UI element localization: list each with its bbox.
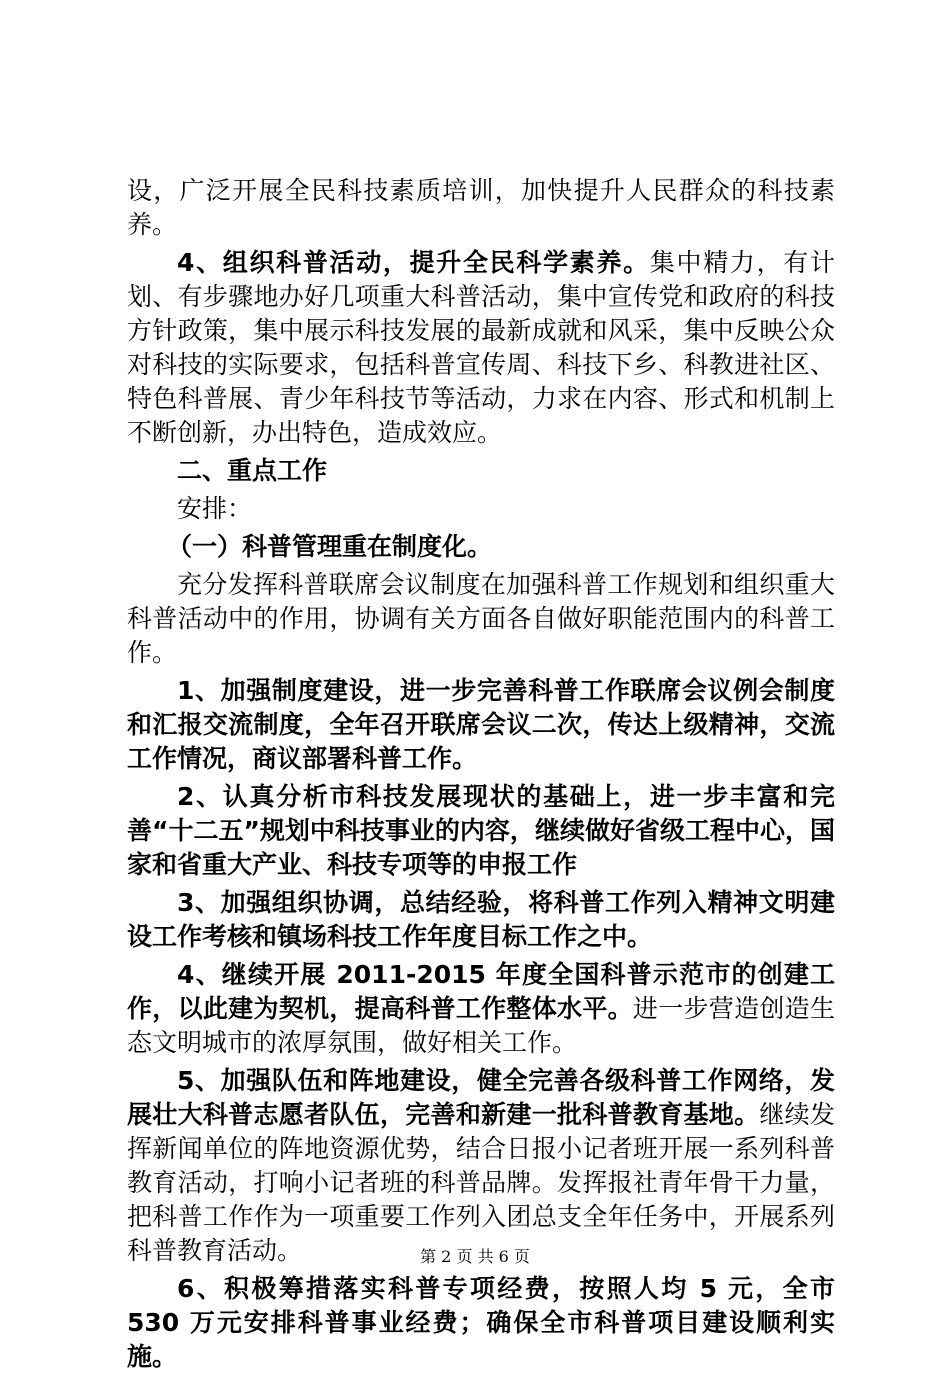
paragraph-item-6: 6、积极筹措落实科普专项经费，按照人均 5 元，全市 530 万元安排科普事业经费；确保全市科普项目建设顺利实施。 (127, 1274, 835, 1371)
paragraph-heading-bold: 4、组织科普活动，提升全民科学素养。 (177, 248, 650, 277)
paragraph-item-5 (127, 1064, 835, 1268)
paragraph-item-2: 2、认真分析市科技发展现状的基础上，进一步丰富和完善“十二五”规划中科技事业的内容，继续做好省级工程中心，国家和省重大产业、科技专项等的申报工作 (127, 782, 835, 879)
page-footer: 第 2 页 共 6 页 (420, 1247, 530, 1266)
paragraph-item-4 (127, 958, 835, 1060)
arrangement-label: 安排： (177, 494, 253, 523)
paragraph-heading-bold: 4、继续开展 2011-2015 年度全国科普示范市的创建工作，以此建为契机，提高科普工作整体水平。 (127, 960, 835, 1023)
paragraph-continuation: 设，广泛开展全民科技素质培训，加快提升人民群众的科技素养。 (127, 176, 835, 239)
paragraph-item-3: 3、加强组织协调，总结经验，将科普工作列入精神文明建设工作考核和镇场科技工作年度目标工作之中。 (127, 888, 835, 951)
paragraph-body: 进一步营造创造生态文明城市的浓厚氛围，做好相关工作。 (127, 994, 835, 1057)
paragraph-joint-meeting: 充分发挥科普联席会议制度在加强科普工作规划和组织重大科普活动中的作用，协调有关方面各自做好职能范围内的科普工作。 (127, 570, 835, 667)
document-body (127, 174, 835, 1374)
paragraph-body: 继续发挥新闻单位的阵地资源优势，结合日报小记者班开展一系列科普教育活动，打响小记者班的科普品牌。发挥报社青年骨干力量，把科普工作作为一项重要工作列入团总支全年任务中，开展系列科普教育活动。 (127, 1100, 835, 1265)
paragraph-item-1: 1、加强制度建设，进一步完善科普工作联席会议例会制度和汇报交流制度，全年召开联席会议二次，传达上级精神，交流工作情况，商议部署科普工作。 (127, 676, 835, 773)
subsection-heading-management: （一）科普管理重在制度化。 (167, 532, 493, 561)
section-heading-key-work: 二、重点工作 (177, 456, 328, 485)
paragraph-heading-bold: 5、加强队伍和阵地建设，健全完善各级科普工作网络，发展壮大科普志愿者队伍，完善和新建一批科普教育基地。 (127, 1066, 835, 1129)
paragraph-science-activities (127, 246, 835, 450)
paragraph-body: 集中精力，有计划、有步骤地办好几项重大科普活动，集中宣传党和政府的科技方针政策，集中展示科技发展的最新成就和风采，集中反映公众对科技的实际要求，包括科普宣传周、科技下乡、科教进社区、特色科普展、青少年科技节等活动，力求在内容、形式和机制上不断创新，办出特色，造成效应。 (127, 248, 835, 447)
